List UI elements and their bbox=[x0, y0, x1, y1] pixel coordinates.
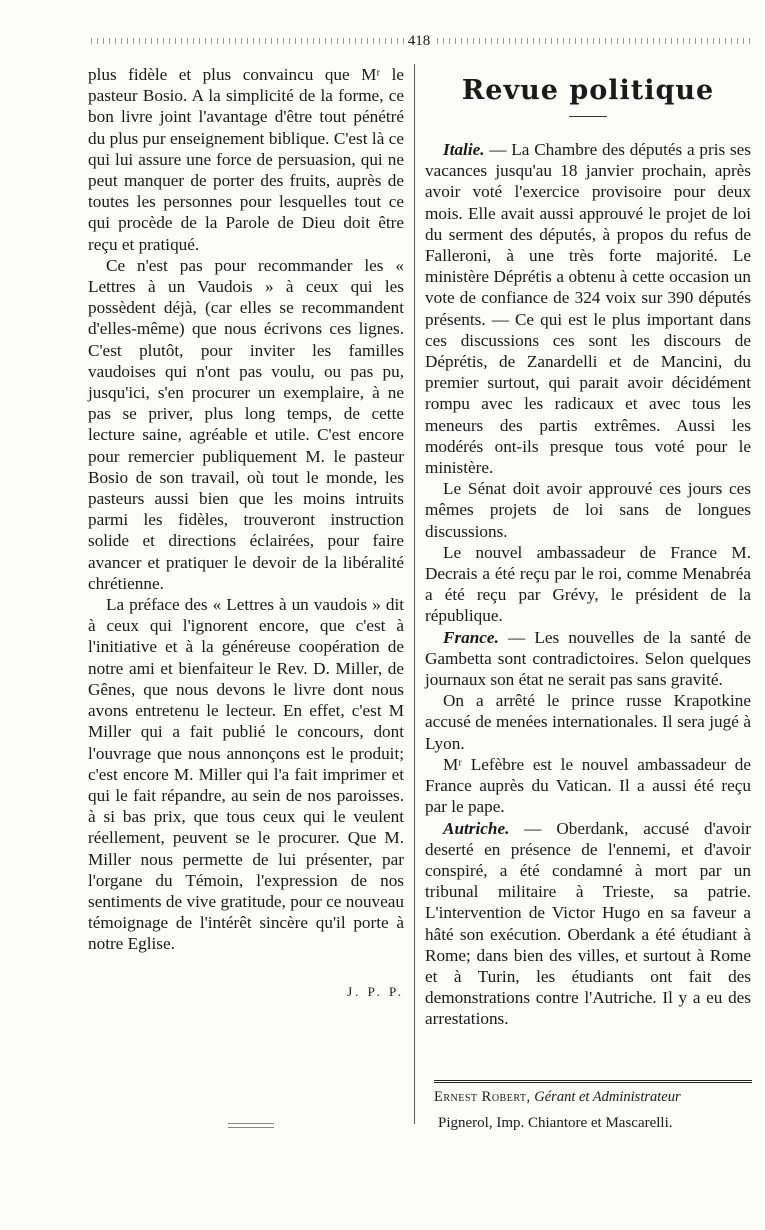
imprint-printer: Pignerol, Imp. Chiantore et Mascarelli. bbox=[438, 1115, 673, 1131]
news-paragraph: Mʳ Lefèbre est le nouvel ambassadeur de France auprès du Vatican. Il a aussi été reçu par le pape. bbox=[425, 754, 751, 817]
header-rule-right bbox=[434, 38, 750, 44]
paragraph: Ce n'est pas pour recommander les « Lettres à un Vaudois » à ceux qui les possèdent déjà, (car elles se recommandent d'elles-même) que nous écrivons ces lignes. C'est plutôt, pour inviter les familles vaudoises qui n'ont pas voulu, ou pas pu, jusqu'ici, s'en procurer un exemplaire, à ne pas se priver, plus long temps, de cette lecture saine, agréable et utile. C'est encore pour remercier publiquement M. le pasteur Bosio de son travail, où tout le monde, les pasteurs aussi bien que les moins intruits parmi les fidèles, trouveront instruction solide et directions éclairées, pour faire avancer et pratiquer le devoir de la libéralité chrétienne. bbox=[88, 255, 404, 593]
news-paragraph: France. — Les nouvelles de la santé de Gambetta sont contradictoires. Selon quelques journaux son état ne serait pas sans gravité. bbox=[425, 627, 751, 690]
signature: J. P. P. bbox=[347, 983, 404, 999]
news-paragraph: Le Sénat doit avoir approuvé ces jours ces mêmes projets de loi sans de longues discussions. bbox=[425, 479, 751, 541]
left-column bbox=[88, 64, 404, 1002]
manager-name: Ernest Robert, bbox=[434, 1089, 531, 1105]
page-number: 418 bbox=[407, 32, 431, 49]
paragraph: La préface des « Lettres à un vaudois » dit à ceux qui l'ignorent encore, que c'est à l'initiative et à la généreuse coopération de notre ami et bienfaiteur le Rev. D. Miller, de Gênes, que nous devons le livre dont nous avons entretenu le lecteur. En effet, c'est M Miller qui a fait publié le concours, dont l'ouvrage que nous annonçons est le produit; c'est encore M. Miller qui l'a fait imprimer et qui le fait répandre, au sein de nos paroisses. à si bas prix, que tous ceux qui le veulent réellement, peuvent se le procurer. Que M. Miller nous permette de lui présenter, par l'organe du Témoin, l'expression de nos sentiments de vive gratitude, pour ce nouveau témoignage de l'intérêt sincère qu'il porte à notre Eglise. bbox=[88, 595, 404, 954]
page-header bbox=[88, 30, 750, 52]
ornament-rule bbox=[228, 1123, 274, 1128]
paragraph: plus fidèle et plus convaincu que Mʳ le pasteur Bosio. A la simplicité de la forme, ce bon livre joint l'avantage d'être tout pénétré du plus pur enseignement biblique. C'est là ce qui lui assure une force de persuasion, qui ne peut manquer de porter des fruits, auprès de toutes les personnes pour lesquelles tout ce qui procède de la Parole de Dieu doit être reçu et pratiqué. bbox=[88, 65, 404, 254]
header-rule-left bbox=[88, 38, 404, 44]
country-heading: France. bbox=[443, 627, 499, 647]
news-paragraph: Le nouvel ambassadeur de France M. Decrais a été reçu par le roi, comme Menabréa a été reçu par Grévy, le président de la république. bbox=[425, 542, 751, 626]
news-paragraph: Autriche. — Oberdank, accusé d'avoir deserté en présence de l'ennemi, et d'avoir conspiré, a été condamné à mort par un tribunal militaire à Trieste, sa patrie. L'intervention de Victor Hugo en sa faveur a hâté son exécution. Oberdank a été étudiant à Rome; dans bien des villes, et surtout à Rome et à Turin, les étudiants ont fait des demonstrations contre l'Autriche. Il y a eu des arrestations. bbox=[425, 818, 751, 1029]
country-heading: Italie. bbox=[443, 140, 485, 159]
news-paragraph: Italie. — La Chambre des députés a pris ses vacances jusqu'au 18 janvier prochain, après avoir voté l'exercice provisoire pour deux mois. Elle avait aussi approuvé le projet de loi du serment des députés, à propos du refus de Falleroni, à une très forte majorité. Le ministère Déprétis a obtenu à cette occasion un vote de confiance de 324 voix sur 390 députés présents. — Ce qui est le plus important dans ces discussions ces sont les discours de Déprétis, de Zanardelli et de Mancini, du premier surtout, qui parait avoir décidément rompu avec les radicaux et avec tous les meneurs des partis extrêmes. Aussi les modérés ont-ils presque tous voté pour le ministère. bbox=[425, 140, 751, 478]
footer-rule bbox=[434, 1080, 752, 1083]
right-column bbox=[425, 70, 751, 1030]
column-divider bbox=[414, 64, 415, 1124]
news-paragraph: On a arrêté le prince russe Krapotkine accusé de menées internationales. Il sera jugé à Lyon. bbox=[425, 691, 751, 753]
title-underline bbox=[569, 116, 607, 117]
imprint-manager bbox=[434, 1089, 752, 1106]
manager-role: Gérant et Administrateur bbox=[534, 1089, 681, 1105]
section-title: Revue politique bbox=[461, 75, 715, 106]
country-heading: Autriche. bbox=[443, 818, 510, 838]
